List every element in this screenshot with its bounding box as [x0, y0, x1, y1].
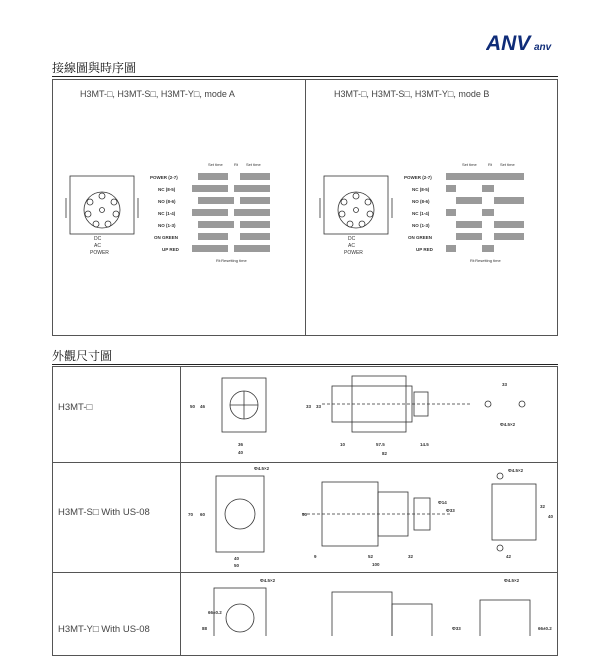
svg-text:40: 40 [234, 556, 240, 561]
mode-b-waveforms [446, 173, 524, 252]
legend-dc-b: DC [348, 236, 356, 242]
mode-b-title: H3MT-□, H3MT-S□, H3MT-Y□, mode B [334, 89, 490, 99]
timing-set-2-b: Set time [500, 162, 515, 167]
mode-a-socket [66, 176, 138, 234]
svg-text:Φ4.5×2: Φ4.5×2 [260, 578, 276, 583]
svg-text:52: 52 [368, 554, 374, 559]
logo-main: ANV [486, 32, 531, 54]
signal-no-86: NO (8-6) [158, 199, 176, 204]
front-view-3 [214, 588, 266, 636]
svg-text:50: 50 [190, 404, 196, 409]
svg-text:57.5: 57.5 [376, 442, 385, 447]
legend-ac-b: AC [348, 243, 355, 249]
signal-power: POWER (2-7) [150, 175, 178, 180]
svg-text:70: 70 [188, 512, 194, 517]
timing-set-1-b: Set time [462, 162, 477, 167]
dims-row-2-drawing [182, 464, 556, 570]
mode-b-reset-note: Rt:Resetting time [470, 258, 501, 263]
svg-text:46: 46 [200, 404, 206, 409]
svg-text:66±0.2: 66±0.2 [208, 610, 222, 615]
timing-rt-b: Rt [488, 162, 492, 167]
legend-power: POWER [90, 250, 109, 256]
svg-text:40: 40 [548, 514, 554, 519]
mode-b-diagram [316, 158, 556, 268]
svg-text:60: 60 [200, 512, 206, 517]
svg-text:88: 88 [202, 626, 208, 631]
svg-text:Φ4.5×2: Φ4.5×2 [504, 578, 520, 583]
dims-row-3-drawing [182, 574, 556, 636]
svg-text:50: 50 [234, 563, 240, 568]
signal-nc-14: NC (1-4) [158, 211, 176, 216]
svg-text:Φ33: Φ33 [446, 508, 455, 513]
svg-text:33: 33 [502, 382, 508, 387]
svg-text:32: 32 [408, 554, 414, 559]
svg-text:100: 100 [372, 562, 380, 567]
panel-cutout-2 [492, 484, 536, 540]
dims-table-divider [180, 366, 181, 656]
svg-text:42: 42 [506, 554, 512, 559]
timing-set-2: Set time [246, 162, 261, 167]
svg-text:33: 33 [306, 404, 312, 409]
svg-text:50: 50 [302, 512, 308, 517]
wiring-section-title: 接線圖與時序圖 [52, 61, 137, 75]
timing-rt: Rt [234, 162, 238, 167]
wiring-title-rule [52, 76, 558, 77]
legend-ac: AC [94, 243, 101, 249]
timing-set-1: Set time [208, 162, 223, 167]
svg-text:33: 33 [316, 404, 322, 409]
dims-row-divider-1 [52, 462, 558, 463]
svg-text:Φ4.5×2: Φ4.5×2 [500, 422, 516, 427]
dims-row-label-2: H3MT-S□ With US-08 [58, 507, 150, 518]
wiring-panel-divider [305, 79, 306, 336]
dims-row-divider-2 [52, 572, 558, 573]
panel-cutout-3 [480, 600, 530, 636]
logo-sub: anv [534, 42, 552, 53]
svg-text:Φ14: Φ14 [438, 500, 447, 505]
mode-a-diagram [62, 158, 302, 268]
signal-no-13-b: NO (1-3) [412, 223, 430, 228]
svg-text:Φ4.5×2: Φ4.5×2 [254, 466, 270, 471]
svg-text:66±0.2: 66±0.2 [538, 626, 552, 631]
legend-dc: DC [94, 236, 102, 242]
signal-nc-85: NC (8-5) [158, 187, 176, 192]
dims-row-label-1: H3MT-□ [58, 402, 93, 413]
svg-text:36: 36 [238, 442, 244, 447]
signal-power-b: POWER (2-7) [404, 175, 432, 180]
mode-b-socket [320, 176, 392, 234]
signal-no-13: NO (1-3) [158, 223, 176, 228]
svg-text:9: 9 [314, 554, 317, 559]
signal-on-green-b: ON GREEN [408, 235, 433, 240]
signal-up-red: UP RED [162, 247, 179, 252]
front-view-2 [216, 476, 264, 552]
svg-text:Φ4.5×2: Φ4.5×2 [508, 468, 524, 473]
svg-text:Φ33: Φ33 [452, 626, 461, 631]
svg-text:10: 10 [340, 442, 346, 447]
svg-text:14.5: 14.5 [420, 442, 429, 447]
svg-text:32: 32 [540, 504, 546, 509]
anv-logo [486, 30, 562, 54]
side-view-3 [332, 592, 392, 636]
panel-hole-right [519, 401, 525, 407]
signal-on-green: ON GREEN [154, 235, 179, 240]
signal-no-86-b: NO (8-6) [412, 199, 430, 204]
mode-a-reset-note: Rt:Resetting time [216, 258, 247, 263]
dims-section-title: 外觀尺寸圖 [52, 349, 113, 363]
dims-row-label-3: H3MT-Y□ With US-08 [58, 624, 150, 635]
signal-nc-85-b: NC (8-5) [412, 187, 430, 192]
panel-hole-left [485, 401, 491, 407]
mode-a-title: H3MT-□, H3MT-S□, H3MT-Y□, mode A [80, 89, 235, 99]
legend-power-b: POWER [344, 250, 363, 256]
signal-up-red-b: UP RED [416, 247, 433, 252]
dims-row-1-drawing [182, 368, 556, 460]
svg-text:82: 82 [382, 451, 388, 456]
mode-a-waveforms [192, 173, 270, 252]
svg-text:40: 40 [238, 450, 244, 455]
dims-title-rule [52, 364, 558, 365]
signal-nc-14-b: NC (1-4) [412, 211, 430, 216]
